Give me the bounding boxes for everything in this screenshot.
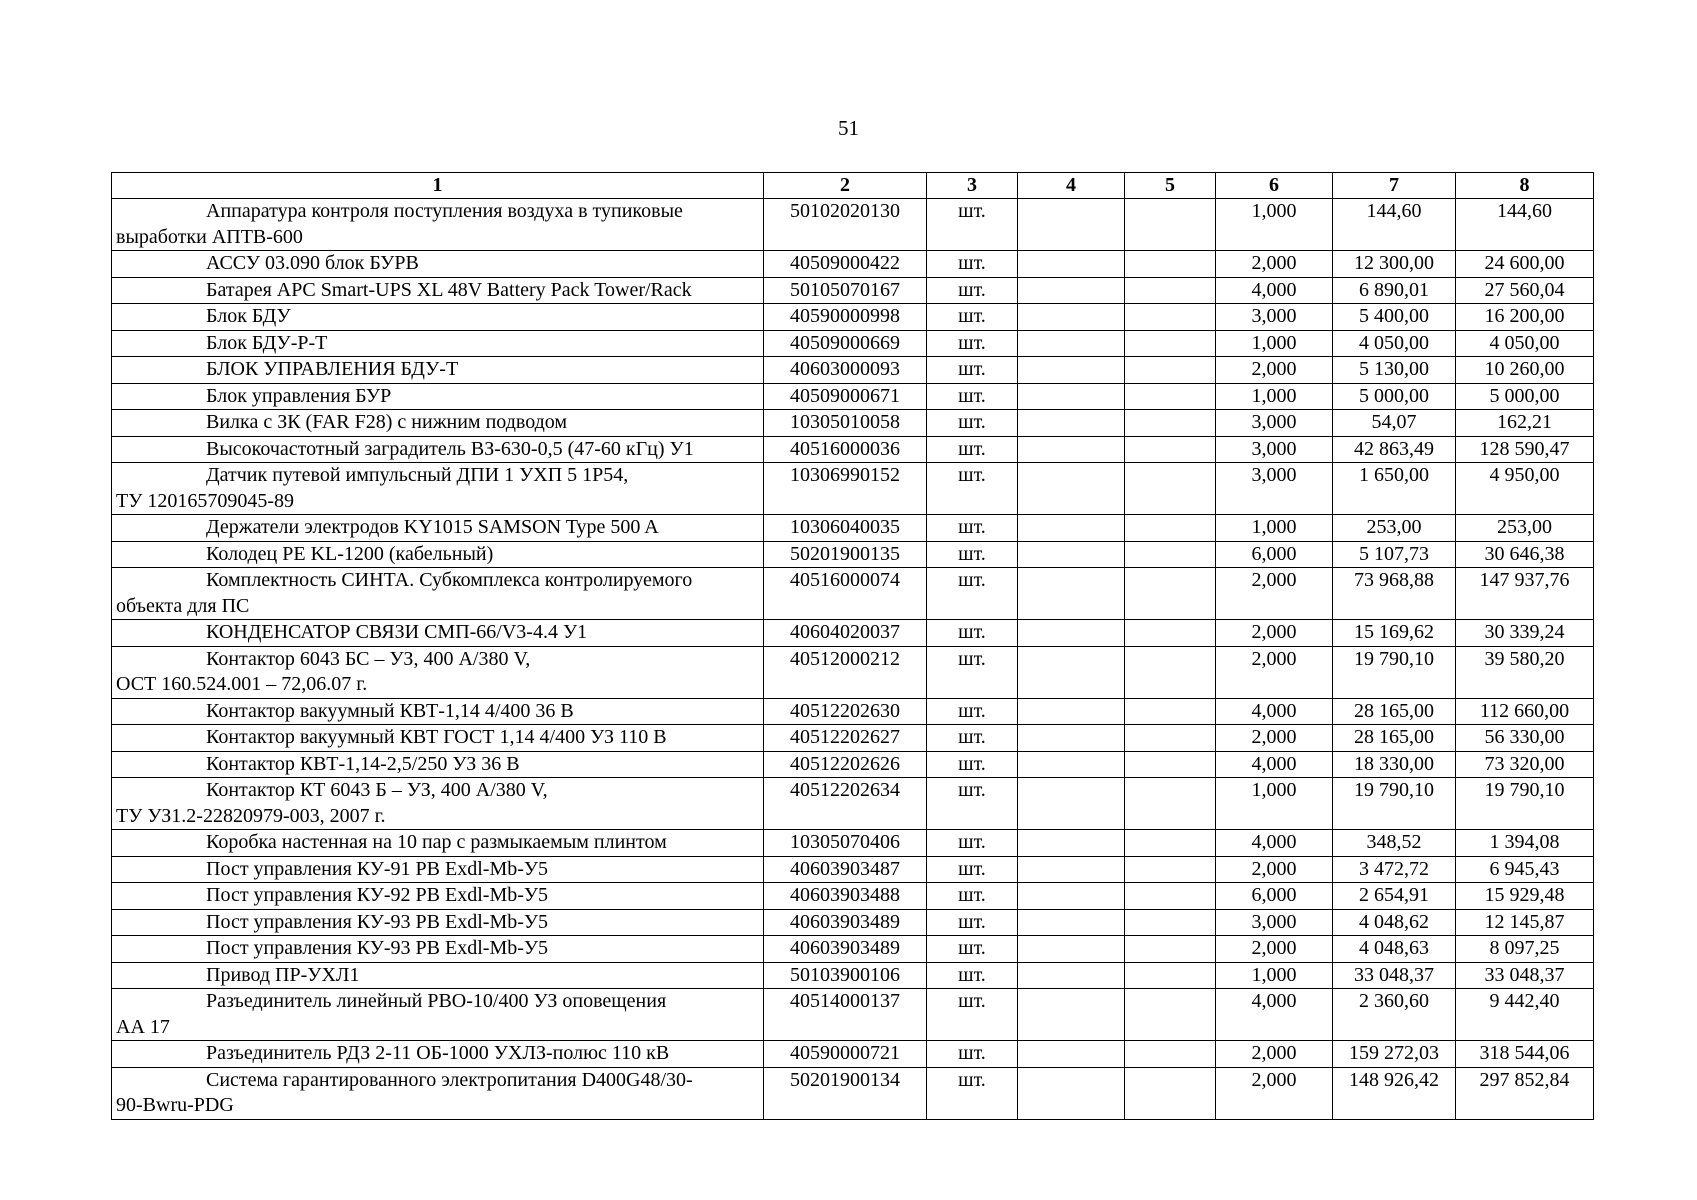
column-4-cell bbox=[1018, 778, 1125, 830]
unit-cell: шт. bbox=[927, 646, 1018, 698]
quantity-cell: 2,000 bbox=[1216, 646, 1333, 698]
column-5-cell bbox=[1125, 541, 1216, 568]
column-5-cell bbox=[1125, 330, 1216, 357]
unit-cell: шт. bbox=[927, 251, 1018, 278]
item-name-cell bbox=[112, 909, 764, 936]
sum-cell: 8 097,25 bbox=[1456, 936, 1594, 963]
item-name: Контактор 6043 БС – УЗ, 400 А/380 V, ОСТ 160.524.001 – 72,06.07 г. bbox=[116, 647, 531, 695]
column-4-cell bbox=[1018, 251, 1125, 278]
column-4-cell bbox=[1018, 883, 1125, 910]
price-cell: 348,52 bbox=[1333, 830, 1456, 857]
sum-cell: 19 790,10 bbox=[1456, 778, 1594, 830]
price-cell: 144,60 bbox=[1333, 199, 1456, 251]
column-5-cell bbox=[1125, 463, 1216, 515]
quantity-cell: 2,000 bbox=[1216, 936, 1333, 963]
column-4-cell bbox=[1018, 1041, 1125, 1068]
table-row bbox=[112, 778, 1594, 830]
item-name-cell bbox=[112, 541, 764, 568]
column-5-cell bbox=[1125, 936, 1216, 963]
unit-cell: шт. bbox=[927, 883, 1018, 910]
column-5-cell bbox=[1125, 568, 1216, 620]
price-cell: 28 165,00 bbox=[1333, 725, 1456, 752]
item-name-cell bbox=[112, 436, 764, 463]
table-row bbox=[112, 1041, 1594, 1068]
item-name-cell bbox=[112, 1067, 764, 1119]
item-code-cell: 10306040035 bbox=[764, 515, 927, 542]
item-code-cell: 50201900135 bbox=[764, 541, 927, 568]
sum-cell: 27 560,04 bbox=[1456, 277, 1594, 304]
item-name-cell bbox=[112, 883, 764, 910]
price-cell: 6 890,01 bbox=[1333, 277, 1456, 304]
unit-cell: шт. bbox=[927, 698, 1018, 725]
column-5-cell bbox=[1125, 1067, 1216, 1119]
item-name: Пост управления КУ-93 РВ Exdl-Mb-У5 bbox=[206, 910, 549, 933]
table-row bbox=[112, 646, 1594, 698]
item-name-cell bbox=[112, 383, 764, 410]
column-5-cell bbox=[1125, 962, 1216, 989]
item-name-cell bbox=[112, 277, 764, 304]
quantity-cell: 3,000 bbox=[1216, 463, 1333, 515]
item-name: Колодец PE KL-1200 (кабельный) bbox=[206, 542, 494, 565]
column-5-cell bbox=[1125, 646, 1216, 698]
sum-cell: 144,60 bbox=[1456, 199, 1594, 251]
item-code-cell: 40512202626 bbox=[764, 751, 927, 778]
table-row bbox=[112, 410, 1594, 437]
item-name-cell bbox=[112, 646, 764, 698]
unit-cell: шт. bbox=[927, 277, 1018, 304]
table-row bbox=[112, 620, 1594, 647]
column-4-cell bbox=[1018, 989, 1125, 1041]
column-5-cell bbox=[1125, 620, 1216, 647]
quantity-cell: 2,000 bbox=[1216, 568, 1333, 620]
sum-cell: 112 660,00 bbox=[1456, 698, 1594, 725]
quantity-cell: 2,000 bbox=[1216, 725, 1333, 752]
column-header: 5 bbox=[1125, 173, 1216, 199]
price-cell: 148 926,42 bbox=[1333, 1067, 1456, 1119]
sum-cell: 73 320,00 bbox=[1456, 751, 1594, 778]
sum-cell: 33 048,37 bbox=[1456, 962, 1594, 989]
item-code-cell: 40603903488 bbox=[764, 883, 927, 910]
table-row bbox=[112, 568, 1594, 620]
price-cell: 73 968,88 bbox=[1333, 568, 1456, 620]
column-5-cell bbox=[1125, 1041, 1216, 1068]
price-cell: 5 107,73 bbox=[1333, 541, 1456, 568]
item-code-cell: 40590000721 bbox=[764, 1041, 927, 1068]
quantity-cell: 3,000 bbox=[1216, 909, 1333, 936]
unit-cell: шт. bbox=[927, 909, 1018, 936]
column-4-cell bbox=[1018, 1067, 1125, 1119]
price-cell: 19 790,10 bbox=[1333, 646, 1456, 698]
sum-cell: 162,21 bbox=[1456, 410, 1594, 437]
column-4-cell bbox=[1018, 436, 1125, 463]
item-code-cell: 40509000671 bbox=[764, 383, 927, 410]
price-cell: 12 300,00 bbox=[1333, 251, 1456, 278]
item-name-cell bbox=[112, 463, 764, 515]
item-name: Пост управления КУ-91 РВ Exdl-Mb-У5 bbox=[206, 857, 549, 880]
sum-cell: 16 200,00 bbox=[1456, 304, 1594, 331]
item-name-cell bbox=[112, 725, 764, 752]
item-code-cell: 50105070167 bbox=[764, 277, 927, 304]
unit-cell: шт. bbox=[927, 304, 1018, 331]
price-cell: 2 360,60 bbox=[1333, 989, 1456, 1041]
item-name: БЛОК УПРАВЛЕНИЯ БДУ-Т bbox=[206, 358, 459, 380]
quantity-cell: 3,000 bbox=[1216, 436, 1333, 463]
column-4-cell bbox=[1018, 751, 1125, 778]
item-name: Комплектность СИНТА. Субкомплекса контролируемого объекта для ПС bbox=[116, 569, 693, 617]
price-cell: 253,00 bbox=[1333, 515, 1456, 542]
table-row bbox=[112, 830, 1594, 857]
header-row bbox=[112, 173, 1594, 199]
item-code-cell: 40512000212 bbox=[764, 646, 927, 698]
item-code-cell: 10305070406 bbox=[764, 830, 927, 857]
item-name-cell bbox=[112, 962, 764, 989]
unit-cell: шт. bbox=[927, 778, 1018, 830]
column-4-cell bbox=[1018, 277, 1125, 304]
column-5-cell bbox=[1125, 778, 1216, 830]
quantity-cell: 1,000 bbox=[1216, 515, 1333, 542]
item-name-cell bbox=[112, 620, 764, 647]
column-5-cell bbox=[1125, 357, 1216, 384]
item-name-cell bbox=[112, 778, 764, 830]
column-header: 7 bbox=[1333, 173, 1456, 199]
sum-cell: 12 145,87 bbox=[1456, 909, 1594, 936]
item-code-cell: 40516000074 bbox=[764, 568, 927, 620]
unit-cell: шт. bbox=[927, 330, 1018, 357]
item-code-cell: 40512202630 bbox=[764, 698, 927, 725]
column-4-cell bbox=[1018, 304, 1125, 331]
item-code-cell: 40509000669 bbox=[764, 330, 927, 357]
column-4-cell bbox=[1018, 830, 1125, 857]
item-code-cell: 10306990152 bbox=[764, 463, 927, 515]
quantity-cell: 1,000 bbox=[1216, 778, 1333, 830]
item-name: Контактор КТ 6043 Б – УЗ, 400 А/380 V, ТУ УЗ1.2-22820979-003, 2007 г. bbox=[116, 779, 548, 827]
column-4-cell bbox=[1018, 330, 1125, 357]
column-5-cell bbox=[1125, 909, 1216, 936]
unit-cell: шт. bbox=[927, 1067, 1018, 1119]
unit-cell: шт. bbox=[927, 620, 1018, 647]
unit-cell: шт. bbox=[927, 515, 1018, 542]
table-row bbox=[112, 856, 1594, 883]
unit-cell: шт. bbox=[927, 856, 1018, 883]
column-5-cell bbox=[1125, 989, 1216, 1041]
sum-cell: 1 394,08 bbox=[1456, 830, 1594, 857]
sum-cell: 30 646,38 bbox=[1456, 541, 1594, 568]
quantity-cell: 1,000 bbox=[1216, 199, 1333, 251]
item-name: Коробка настенная на 10 пар с размыкаемым плинтом bbox=[206, 831, 667, 853]
unit-cell: шт. bbox=[927, 989, 1018, 1041]
table-row bbox=[112, 304, 1594, 331]
unit-cell: шт. bbox=[927, 436, 1018, 463]
item-name: Держатели электродов KY1015 SAMSON Type 500 A bbox=[206, 516, 659, 538]
column-header: 3 bbox=[927, 173, 1018, 199]
unit-cell: шт. bbox=[927, 1041, 1018, 1068]
column-5-cell bbox=[1125, 883, 1216, 910]
table-row bbox=[112, 383, 1594, 410]
unit-cell: шт. bbox=[927, 936, 1018, 963]
column-4-cell bbox=[1018, 909, 1125, 936]
item-name: Блок БДУ-Р-Т bbox=[206, 331, 328, 354]
column-4-cell bbox=[1018, 698, 1125, 725]
table-row bbox=[112, 751, 1594, 778]
unit-cell: шт. bbox=[927, 751, 1018, 778]
quantity-cell: 2,000 bbox=[1216, 620, 1333, 647]
sum-cell: 318 544,06 bbox=[1456, 1041, 1594, 1068]
item-code-cell: 50201900134 bbox=[764, 1067, 927, 1119]
item-name-cell bbox=[112, 568, 764, 620]
column-4-cell bbox=[1018, 463, 1125, 515]
sum-cell: 4 050,00 bbox=[1456, 330, 1594, 357]
column-5-cell bbox=[1125, 304, 1216, 331]
page-number: 51 bbox=[838, 116, 859, 140]
table-row bbox=[112, 463, 1594, 515]
inventory-table bbox=[111, 172, 1594, 1120]
column-4-cell bbox=[1018, 410, 1125, 437]
quantity-cell: 6,000 bbox=[1216, 541, 1333, 568]
item-code-cell: 50103900106 bbox=[764, 962, 927, 989]
unit-cell: шт. bbox=[927, 463, 1018, 515]
item-name: Контактор КВТ-1,14-2,5/250 УЗ 36 В bbox=[206, 752, 520, 775]
column-5-cell bbox=[1125, 383, 1216, 410]
column-header: 1 bbox=[112, 173, 764, 199]
item-name: Система гарантированного электропитания D400G48/30- 90-Bwru-PDG bbox=[116, 1068, 693, 1116]
column-5-cell bbox=[1125, 515, 1216, 542]
sum-cell: 10 260,00 bbox=[1456, 357, 1594, 384]
column-4-cell bbox=[1018, 383, 1125, 410]
unit-cell: шт. bbox=[927, 830, 1018, 857]
table-row bbox=[112, 909, 1594, 936]
column-5-cell bbox=[1125, 199, 1216, 251]
column-5-cell bbox=[1125, 251, 1216, 278]
price-cell: 1 650,00 bbox=[1333, 463, 1456, 515]
price-cell: 5 400,00 bbox=[1333, 304, 1456, 331]
table-row bbox=[112, 698, 1594, 725]
table-row bbox=[112, 989, 1594, 1041]
unit-cell: шт. bbox=[927, 199, 1018, 251]
quantity-cell: 2,000 bbox=[1216, 856, 1333, 883]
column-4-cell bbox=[1018, 568, 1125, 620]
price-cell: 159 272,03 bbox=[1333, 1041, 1456, 1068]
table-row bbox=[112, 936, 1594, 963]
column-4-cell bbox=[1018, 541, 1125, 568]
price-cell: 5 130,00 bbox=[1333, 357, 1456, 384]
item-name: Аппаратура контроля поступления воздуха в тупиковые выработки АПТВ-600 bbox=[116, 200, 683, 248]
quantity-cell: 2,000 bbox=[1216, 1067, 1333, 1119]
table-row bbox=[112, 1067, 1594, 1119]
quantity-cell: 4,000 bbox=[1216, 830, 1333, 857]
item-name-cell bbox=[112, 936, 764, 963]
unit-cell: шт. bbox=[927, 541, 1018, 568]
price-cell: 19 790,10 bbox=[1333, 778, 1456, 830]
sum-cell: 56 330,00 bbox=[1456, 725, 1594, 752]
sum-cell: 6 945,43 bbox=[1456, 856, 1594, 883]
table-row bbox=[112, 541, 1594, 568]
item-code-cell: 40603903489 bbox=[764, 909, 927, 936]
item-name: Контактор вакуумный КВТ-1,14 4/400 36 В bbox=[206, 699, 574, 722]
item-name: Блок управления БУР bbox=[206, 384, 392, 407]
column-5-cell bbox=[1125, 698, 1216, 725]
quantity-cell: 2,000 bbox=[1216, 1041, 1333, 1068]
price-cell: 3 472,72 bbox=[1333, 856, 1456, 883]
table-row bbox=[112, 883, 1594, 910]
quantity-cell: 1,000 bbox=[1216, 330, 1333, 357]
column-4-cell bbox=[1018, 357, 1125, 384]
column-header: 2 bbox=[764, 173, 927, 199]
sum-cell: 9 442,40 bbox=[1456, 989, 1594, 1041]
table-row bbox=[112, 251, 1594, 278]
column-5-cell bbox=[1125, 410, 1216, 437]
price-cell: 18 330,00 bbox=[1333, 751, 1456, 778]
unit-cell: шт. bbox=[927, 568, 1018, 620]
item-code-cell: 40590000998 bbox=[764, 304, 927, 331]
quantity-cell: 1,000 bbox=[1216, 962, 1333, 989]
item-name-cell bbox=[112, 410, 764, 437]
item-name-cell bbox=[112, 199, 764, 251]
column-5-cell bbox=[1125, 725, 1216, 752]
quantity-cell: 2,000 bbox=[1216, 357, 1333, 384]
item-name-cell bbox=[112, 515, 764, 542]
sum-cell: 253,00 bbox=[1456, 515, 1594, 542]
item-name-cell bbox=[112, 1041, 764, 1068]
item-name: КОНДЕНСАТОР СВЯЗИ СМП-66/V3-4.4 У1 bbox=[206, 621, 588, 643]
column-4-cell bbox=[1018, 725, 1125, 752]
unit-cell: шт. bbox=[927, 725, 1018, 752]
table-row bbox=[112, 277, 1594, 304]
price-cell: 5 000,00 bbox=[1333, 383, 1456, 410]
column-header: 6 bbox=[1216, 173, 1333, 199]
item-name: Пост управления КУ-93 РВ Exdl-Mb-У5 bbox=[206, 937, 549, 959]
item-name-cell bbox=[112, 698, 764, 725]
column-4-cell bbox=[1018, 936, 1125, 963]
item-name-cell bbox=[112, 856, 764, 883]
table-row bbox=[112, 962, 1594, 989]
column-4-cell bbox=[1018, 962, 1125, 989]
column-header: 8 bbox=[1456, 173, 1594, 199]
table-row bbox=[112, 357, 1594, 384]
table-row bbox=[112, 725, 1594, 752]
column-5-cell bbox=[1125, 436, 1216, 463]
sum-cell: 15 929,48 bbox=[1456, 883, 1594, 910]
column-4-cell bbox=[1018, 515, 1125, 542]
item-name: Батарея APC Smart-UPS XL 48V Battery Pack Tower/Rack bbox=[206, 278, 692, 301]
sum-cell: 128 590,47 bbox=[1456, 436, 1594, 463]
item-name: Высокочастотный заградитель ВЗ-630-0,5 (47-60 кГц) У1 bbox=[206, 437, 694, 460]
quantity-cell: 3,000 bbox=[1216, 304, 1333, 331]
item-name-cell bbox=[112, 357, 764, 384]
table-row bbox=[112, 199, 1594, 251]
item-name: АССУ 03.090 блок БУРВ bbox=[206, 252, 419, 274]
quantity-cell: 2,000 bbox=[1216, 251, 1333, 278]
sum-cell: 30 339,24 bbox=[1456, 620, 1594, 647]
item-name-cell bbox=[112, 830, 764, 857]
column-header: 4 bbox=[1018, 173, 1125, 199]
item-code-cell: 50102020130 bbox=[764, 199, 927, 251]
sum-cell: 5 000,00 bbox=[1456, 383, 1594, 410]
sum-cell: 24 600,00 bbox=[1456, 251, 1594, 278]
item-name: Блок БДУ bbox=[206, 305, 291, 327]
table-row bbox=[112, 515, 1594, 542]
item-name: Разъединитель линейный РВО-10/400 УЗ оповещения АА 17 bbox=[116, 990, 667, 1038]
item-code-cell: 40603903487 bbox=[764, 856, 927, 883]
quantity-cell: 4,000 bbox=[1216, 989, 1333, 1041]
item-code-cell: 40516000036 bbox=[764, 436, 927, 463]
item-name: Пост управления КУ-92 РВ Exdl-Mb-У5 bbox=[206, 884, 549, 906]
item-code-cell: 40512202634 bbox=[764, 778, 927, 830]
column-5-cell bbox=[1125, 751, 1216, 778]
item-code-cell: 40512202627 bbox=[764, 725, 927, 752]
sum-cell: 147 937,76 bbox=[1456, 568, 1594, 620]
item-code-cell: 40514000137 bbox=[764, 989, 927, 1041]
column-4-cell bbox=[1018, 199, 1125, 251]
quantity-cell: 4,000 bbox=[1216, 751, 1333, 778]
unit-cell: шт. bbox=[927, 962, 1018, 989]
quantity-cell: 4,000 bbox=[1216, 277, 1333, 304]
item-code-cell: 40509000422 bbox=[764, 251, 927, 278]
price-cell: 54,07 bbox=[1333, 410, 1456, 437]
sum-cell: 297 852,84 bbox=[1456, 1067, 1594, 1119]
price-cell: 42 863,49 bbox=[1333, 436, 1456, 463]
unit-cell: шт. bbox=[927, 410, 1018, 437]
item-name: Датчик путевой импульсный ДПИ 1 УХП 5 1Р54, ТУ 120165709045-89 bbox=[116, 464, 629, 512]
item-name-cell bbox=[112, 304, 764, 331]
item-name: Привод ПР-УХЛ1 bbox=[206, 963, 360, 986]
item-code-cell: 40604020037 bbox=[764, 620, 927, 647]
sum-cell: 4 950,00 bbox=[1456, 463, 1594, 515]
item-name-cell bbox=[112, 989, 764, 1041]
column-4-cell bbox=[1018, 646, 1125, 698]
unit-cell: шт. bbox=[927, 357, 1018, 384]
price-cell: 15 169,62 bbox=[1333, 620, 1456, 647]
column-5-cell bbox=[1125, 856, 1216, 883]
quantity-cell: 3,000 bbox=[1216, 410, 1333, 437]
item-name-cell bbox=[112, 330, 764, 357]
quantity-cell: 1,000 bbox=[1216, 383, 1333, 410]
price-cell: 4 048,62 bbox=[1333, 909, 1456, 936]
price-cell: 4 048,63 bbox=[1333, 936, 1456, 963]
table-row bbox=[112, 436, 1594, 463]
item-name-cell bbox=[112, 251, 764, 278]
price-cell: 4 050,00 bbox=[1333, 330, 1456, 357]
table-body bbox=[112, 199, 1594, 1120]
quantity-cell: 4,000 bbox=[1216, 698, 1333, 725]
item-code-cell: 10305010058 bbox=[764, 410, 927, 437]
price-cell: 28 165,00 bbox=[1333, 698, 1456, 725]
item-name: Контактор вакуумный КВТ ГОСТ 1,14 4/400 УЗ 110 В bbox=[206, 726, 667, 748]
table-row bbox=[112, 330, 1594, 357]
item-code-cell: 40603000093 bbox=[764, 357, 927, 384]
item-name: Разъединитель РДЗ 2-11 ОБ-1000 УХЛЗ-полюс 110 кВ bbox=[206, 1042, 670, 1064]
item-name-cell bbox=[112, 751, 764, 778]
unit-cell: шт. bbox=[927, 383, 1018, 410]
sum-cell: 39 580,20 bbox=[1456, 646, 1594, 698]
price-cell: 2 654,91 bbox=[1333, 883, 1456, 910]
column-4-cell bbox=[1018, 620, 1125, 647]
item-code-cell: 40603903489 bbox=[764, 936, 927, 963]
column-5-cell bbox=[1125, 830, 1216, 857]
quantity-cell: 6,000 bbox=[1216, 883, 1333, 910]
column-5-cell bbox=[1125, 277, 1216, 304]
item-name: Вилка с ЗК (FAR F28) с нижним подводом bbox=[206, 411, 568, 433]
column-4-cell bbox=[1018, 856, 1125, 883]
price-cell: 33 048,37 bbox=[1333, 962, 1456, 989]
